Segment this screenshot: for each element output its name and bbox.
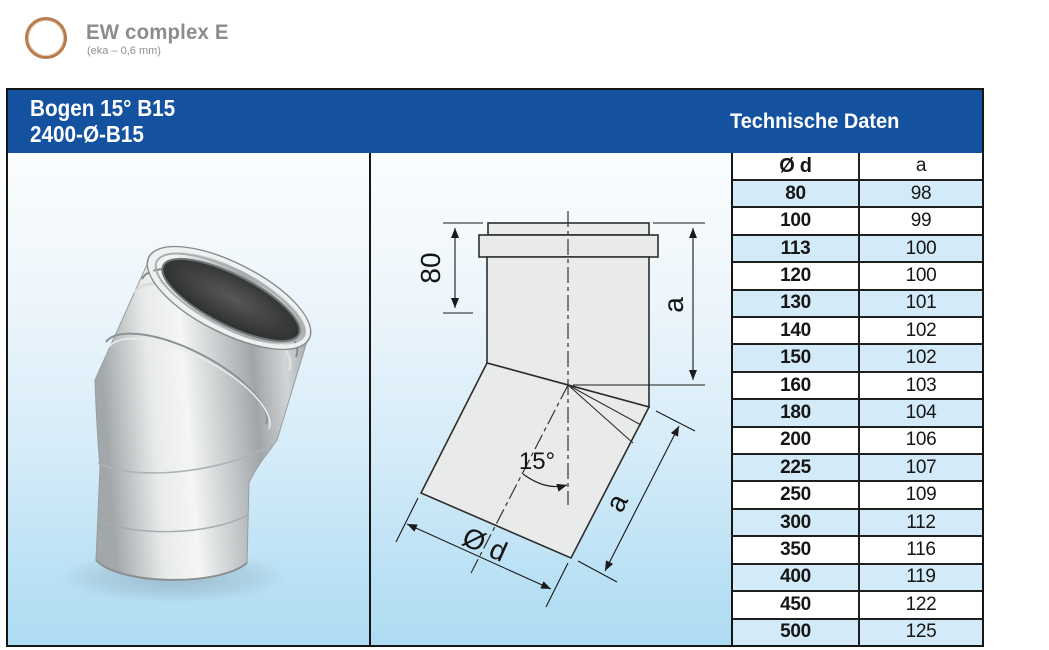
table-row bbox=[733, 480, 982, 507]
cell-a: 112 bbox=[906, 511, 936, 533]
table-row bbox=[733, 563, 982, 590]
table-row bbox=[733, 453, 982, 480]
cell-diameter: 160 bbox=[733, 373, 860, 398]
column-header-diameter: Ø d bbox=[733, 153, 860, 179]
table-row bbox=[733, 590, 982, 617]
cell-diameter: 225 bbox=[733, 455, 860, 480]
cell-diameter: 113 bbox=[733, 236, 860, 261]
size-table-rows bbox=[733, 179, 982, 645]
brand-subtitle: (eka – 0,6 mm) bbox=[87, 45, 161, 57]
cell-a: 99 bbox=[910, 210, 932, 232]
cell-diameter: 180 bbox=[733, 400, 860, 425]
cell-a: 122 bbox=[905, 593, 937, 615]
cell-diameter: 250 bbox=[733, 482, 860, 507]
table-row bbox=[733, 316, 982, 343]
table-row bbox=[733, 371, 982, 398]
table-row bbox=[733, 179, 982, 206]
cell-diameter: 100 bbox=[733, 208, 860, 233]
cell-diameter: 500 bbox=[733, 620, 860, 645]
cell-diameter: 300 bbox=[733, 510, 860, 535]
cell-a: 119 bbox=[906, 566, 936, 588]
size-table bbox=[733, 153, 982, 645]
table-row bbox=[733, 289, 982, 316]
dim-label-angle: 15° bbox=[518, 448, 556, 475]
cell-a: 103 bbox=[905, 374, 937, 396]
brand-ring-icon bbox=[25, 17, 67, 59]
product-title bbox=[30, 95, 175, 147]
product-photo-panel bbox=[8, 153, 371, 645]
table-row bbox=[733, 535, 982, 562]
column-header-a: a bbox=[915, 155, 927, 176]
cell-diameter: 200 bbox=[733, 428, 860, 453]
cell-a: 106 bbox=[905, 429, 937, 451]
cell-diameter: 450 bbox=[733, 592, 860, 617]
table-row bbox=[733, 206, 982, 233]
cell-a: 102 bbox=[905, 347, 937, 369]
table-row bbox=[733, 343, 982, 370]
table-row bbox=[733, 398, 982, 425]
cell-a: 109 bbox=[905, 484, 937, 506]
title-bar bbox=[8, 90, 982, 153]
cell-diameter: 150 bbox=[733, 345, 860, 370]
cell-a: 101 bbox=[905, 292, 937, 314]
product-title-line2: 2400-Ø-B15 bbox=[30, 121, 144, 147]
cell-diameter: 400 bbox=[733, 565, 860, 590]
table-header-row bbox=[733, 153, 982, 179]
cell-diameter: 140 bbox=[733, 318, 860, 343]
dim-label-80: 80 bbox=[415, 252, 446, 284]
cell-a: 125 bbox=[905, 621, 937, 643]
table-row bbox=[733, 261, 982, 288]
cell-diameter: 80 bbox=[733, 181, 860, 206]
cell-a: 100 bbox=[905, 264, 937, 286]
technical-drawing-panel bbox=[371, 153, 733, 645]
brand-name: EW complex E bbox=[86, 21, 229, 44]
dim-label-diameter: Ø d bbox=[457, 520, 512, 568]
table-row bbox=[733, 508, 982, 535]
dim-label-a-top: a bbox=[658, 297, 689, 313]
cell-a: 100 bbox=[905, 237, 937, 259]
technical-drawing bbox=[371, 153, 731, 645]
cell-diameter: 130 bbox=[733, 291, 860, 316]
table-row bbox=[733, 234, 982, 261]
datasheet-block bbox=[6, 88, 984, 647]
cell-a: 107 bbox=[905, 456, 937, 478]
product-photo bbox=[8, 153, 369, 645]
cell-a: 116 bbox=[906, 538, 936, 560]
cell-a: 102 bbox=[905, 319, 937, 341]
product-title-line1: Bogen 15° B15 bbox=[30, 95, 176, 121]
cell-diameter: 350 bbox=[733, 537, 860, 562]
table-row bbox=[733, 618, 982, 645]
section-title: Technische Daten bbox=[730, 109, 900, 133]
cell-diameter: 120 bbox=[733, 263, 860, 288]
table-row bbox=[733, 426, 982, 453]
dim-label-a-side: a bbox=[599, 488, 634, 517]
cell-a: 104 bbox=[905, 401, 937, 423]
cell-a: 98 bbox=[910, 182, 932, 204]
